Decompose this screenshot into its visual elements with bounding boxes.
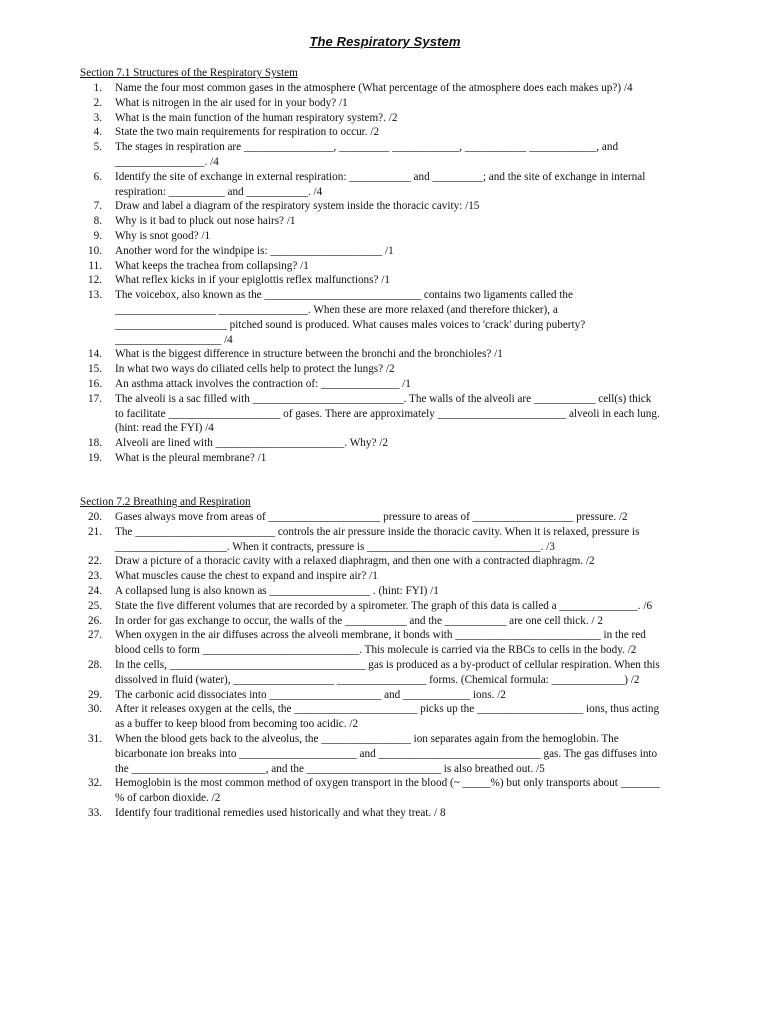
question-number: 28. xyxy=(88,658,102,671)
question-item xyxy=(0,510,770,525)
question-text: State the five different volumes that are recorded by a spirometer. The graph of this data is called a ______________. /6 xyxy=(115,599,653,612)
question-item xyxy=(0,451,770,466)
question-item xyxy=(0,806,770,821)
question-number: 20. xyxy=(88,511,102,523)
question-text: An asthma attack involves the contraction of: ______________ /1 xyxy=(115,377,411,390)
question-text: What keeps the trachea from collapsing? /1 xyxy=(115,259,309,272)
question-text: In what two ways do ciliated cells help to protect the lungs? /2 xyxy=(115,363,395,376)
question-number: 17. xyxy=(88,392,102,405)
question-text: The stages in respiration are ________________, _________ ____________, ___________ ____________, and ________________. /4 xyxy=(115,141,619,168)
question-item xyxy=(0,244,770,259)
page-title: The Respiratory System xyxy=(309,34,461,49)
question-number: 27. xyxy=(88,629,102,642)
question-item xyxy=(0,584,770,599)
question-item xyxy=(0,569,770,584)
question-item xyxy=(0,525,770,555)
question-number: 13. xyxy=(88,289,102,302)
question-item xyxy=(0,229,770,244)
question-text: What reflex kicks in if your epiglottis reflex malfunctions? /1 xyxy=(115,274,390,287)
question-text: What is the biggest difference in structure between the bronchi and the bronchioles? /1 xyxy=(115,348,503,361)
question-number: 10. xyxy=(88,244,102,257)
question-text: The _________________________ controls the air pressure inside the thoracic cavity. When it is relaxed, pressure is ____________________. When it contracts, pressure is _______________________________. /3 xyxy=(115,525,640,553)
question-item xyxy=(0,96,770,111)
question-item xyxy=(0,81,770,96)
question-item xyxy=(0,214,770,229)
question-item xyxy=(0,125,770,140)
section-heading-7-2: Section 7.2 Breathing and Respiration xyxy=(80,496,251,508)
question-text: What is the main function of the human respiratory system?. /2 xyxy=(115,111,398,124)
question-text: When oxygen in the air diffuses across the alveoli membrane, it bonds with __________________________ in the red blood cells to form ____________________________. This molecule is carried via the RBCs to cells in the body. /2 xyxy=(115,629,646,657)
question-number: 22. xyxy=(88,555,102,568)
question-item xyxy=(0,628,770,658)
question-item xyxy=(0,273,770,288)
question-text: What is the pleural membrane? /1 xyxy=(115,451,267,464)
question-number: 31. xyxy=(88,732,102,745)
question-item xyxy=(0,658,770,688)
question-number: 8. xyxy=(93,215,102,228)
question-text: Name the four most common gases in the atmosphere (What percentage of the atmosphere does each makes up?) /4 xyxy=(115,82,633,94)
question-number: 19. xyxy=(88,451,102,464)
question-number: 24. xyxy=(88,584,102,597)
question-number: 9. xyxy=(93,229,102,242)
question-number: 11. xyxy=(88,259,102,272)
question-number: 12. xyxy=(88,274,102,287)
question-item xyxy=(0,436,770,451)
question-text: Alveoli are lined with _______________________. Why? /2 xyxy=(115,437,388,450)
question-text: The carbonic acid dissociates into ____________________ and ____________ ions. /2 xyxy=(115,688,506,701)
question-item xyxy=(0,554,770,569)
question-number: 30. xyxy=(88,703,102,716)
question-item xyxy=(0,776,770,806)
question-item xyxy=(0,140,770,170)
question-text: The alveoli is a sac filled with ___________________________. The walls of the alveoli are ___________ cell(s) thick to facilitate ____________________ of gases. There are approximately _______________________ alveoli in each lung. (hint: read the FYI) /4 xyxy=(115,392,660,435)
question-item xyxy=(0,362,770,377)
question-list-7-2 xyxy=(0,510,770,821)
question-number: 25. xyxy=(88,599,102,612)
question-text: What is nitrogen in the air used for in your body? /1 xyxy=(115,96,348,109)
question-number: 15. xyxy=(88,363,102,376)
question-text: Identify the site of exchange in external respiration: ___________ and _________; and the site of exchange in internal respiration: __________ and ___________. /4 xyxy=(115,170,646,198)
question-number: 14. xyxy=(88,348,102,361)
question-text: Why is snot good? /1 xyxy=(115,229,211,242)
question-item xyxy=(0,347,770,362)
question-item xyxy=(0,614,770,629)
question-number: 33. xyxy=(88,806,102,819)
question-text: Draw and label a diagram of the respiratory system inside the thoracic cavity: /15 xyxy=(115,200,480,213)
question-number: 7. xyxy=(93,200,102,213)
question-text: State the two main requirements for respiration to occur. /2 xyxy=(115,126,380,139)
question-item xyxy=(0,688,770,703)
question-number: 6. xyxy=(93,170,102,183)
question-text: In the cells, ___________________________________ gas is produced as a by-product of cellular respiration. When this dissolved in fluid (water), __________________ ________________ forms. (Chemical formula: _____________) /2 xyxy=(115,658,660,686)
question-number: 29. xyxy=(88,688,102,701)
question-number: 4. xyxy=(93,126,102,139)
question-number: 2. xyxy=(93,96,102,109)
question-text: After it releases oxygen at the cells, the ______________________ picks up the ___________________ ions, thus acting as a buffer to keep blood from becoming too acidic. /2 xyxy=(115,703,660,731)
question-text: Another word for the windpipe is: ____________________ /1 xyxy=(115,244,394,257)
question-list-7-1 xyxy=(0,81,770,466)
question-number: 32. xyxy=(88,777,102,790)
question-text: A collapsed lung is also known as __________________ . (hint: FYI) /1 xyxy=(115,584,439,597)
question-item xyxy=(0,702,770,732)
question-item xyxy=(0,199,770,214)
question-text: Hemoglobin is the most common method of oxygen transport in the blood (~ _____%) but only transports about _______ % of carbon dioxide. /2 xyxy=(115,777,660,805)
question-text: Draw a picture of a thoracic cavity with a relaxed diaphragm, and then one with a contracted diaphragm. /2 xyxy=(115,555,595,568)
question-item xyxy=(0,288,770,347)
question-number: 23. xyxy=(88,570,102,583)
question-item xyxy=(0,377,770,392)
question-number: 16. xyxy=(88,377,102,390)
question-item xyxy=(0,170,770,200)
question-item xyxy=(0,259,770,274)
question-text: Gases always move from areas of ____________________ pressure to areas of __________________ pressure. /2 xyxy=(115,511,628,523)
question-text: The voicebox, also known as the ____________________________ contains two ligaments called the __________________ ________________. When these are more relaxed (and therefore thicker), a ____________________ pitched sound is produced. What causes males voices to 'crack' during puberty? ___________________ /4 xyxy=(115,289,586,346)
question-number: 21. xyxy=(88,525,102,538)
question-text: What muscles cause the chest to expand and inspire air? /1 xyxy=(115,570,378,583)
question-number: 18. xyxy=(88,437,102,450)
question-number: 5. xyxy=(93,141,102,154)
question-number: 3. xyxy=(93,111,102,124)
question-text: When the blood gets back to the alveolus, the ________________ ion separates again from the hemoglobin. The bicarbonate ion breaks into _____________________ and _____________________________ gas. The gas diffuses into the ________________________, and the ________________________ is also breathed out. /5 xyxy=(115,732,658,775)
question-text: Why is it bad to pluck out nose hairs? /1 xyxy=(115,215,296,228)
question-item xyxy=(0,392,770,436)
question-text: Identify four traditional remedies used historically and what they treat. / 8 xyxy=(115,806,446,819)
question-number: 26. xyxy=(88,614,102,627)
question-text: In order for gas exchange to occur, the walls of the ___________ and the ___________ are one cell thick. / 2 xyxy=(115,614,603,627)
question-number: 1. xyxy=(93,82,102,94)
question-item xyxy=(0,732,770,776)
question-item xyxy=(0,111,770,126)
question-item xyxy=(0,599,770,614)
section-heading-7-1: Section 7.1 Structures of the Respiratory System xyxy=(80,67,298,79)
